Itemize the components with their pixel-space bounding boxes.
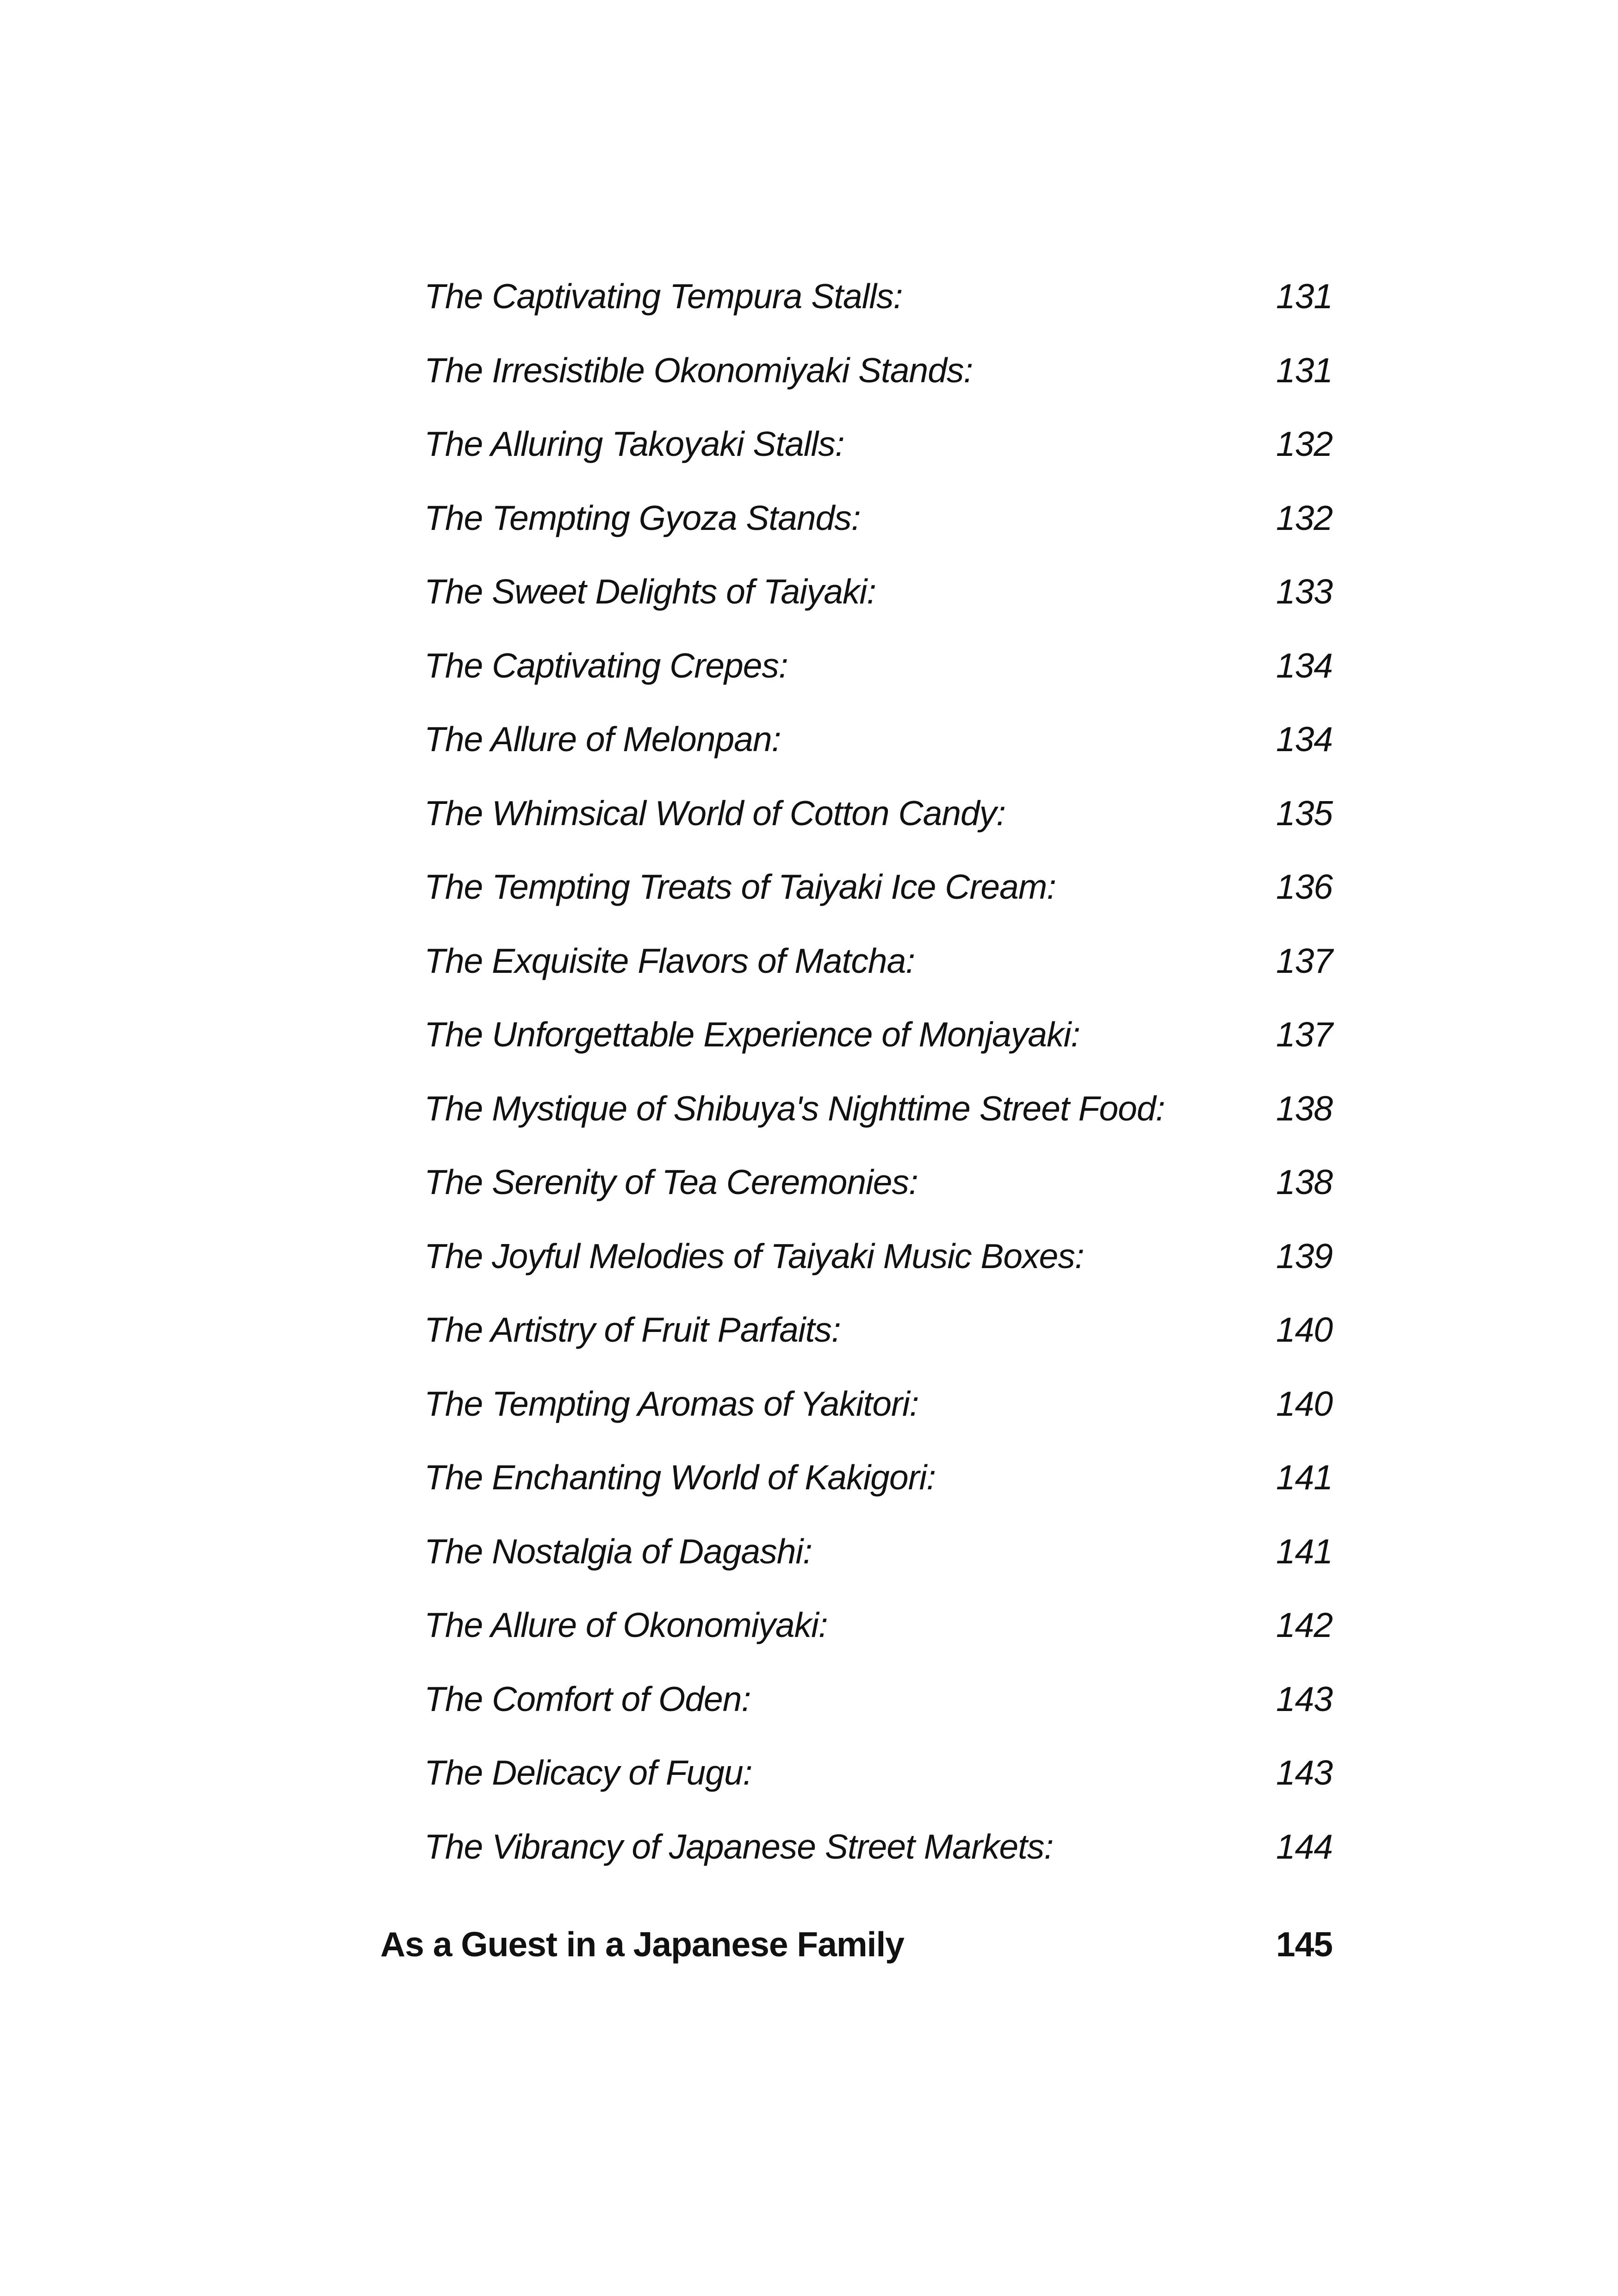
- toc-entry-page-number: 141: [1276, 1532, 1333, 1571]
- toc-entry-title: The Artistry of Fruit Parfaits:: [424, 1310, 841, 1349]
- toc-entry[interactable]: [0, 1302, 1618, 1357]
- toc-entry-title: The Unforgettable Experience of Monjayaki:: [424, 1015, 1080, 1054]
- toc-entry-title: The Mystique of Shibuya's Nighttime Street Food:: [424, 1089, 1165, 1128]
- toc-entry[interactable]: [0, 1450, 1618, 1505]
- toc-entry-page-number: 141: [1276, 1458, 1333, 1497]
- toc-chapter-title: As a Guest in a Japanese Family: [380, 1925, 905, 1964]
- toc-entry-page-number: 135: [1276, 794, 1333, 833]
- toc-entry[interactable]: [0, 1081, 1618, 1136]
- toc-entry-title: The Comfort of Oden:: [424, 1680, 751, 1718]
- toc-entry-title: The Whimsical World of Cotton Candy:: [424, 794, 1006, 833]
- toc-entry-page-number: 137: [1276, 941, 1333, 980]
- toc-entry[interactable]: [0, 1007, 1618, 1062]
- toc-entry-page-number: 143: [1276, 1753, 1333, 1792]
- toc-entry[interactable]: [0, 859, 1618, 915]
- toc-entry-page-number: 138: [1276, 1089, 1333, 1128]
- toc-entry-title: The Allure of Melonpan:: [424, 720, 781, 759]
- toc-entry-title: The Captivating Crepes:: [424, 646, 788, 685]
- toc-entry[interactable]: [0, 638, 1618, 693]
- toc-entry[interactable]: [0, 933, 1618, 989]
- toc-entry-title: The Delicacy of Fugu:: [424, 1753, 752, 1792]
- toc-entry-page-number: 137: [1276, 1015, 1333, 1054]
- toc-entry-page-number: 144: [1276, 1827, 1333, 1866]
- toc-entry-title: The Irresistible Okonomiyaki Stands:: [424, 351, 973, 390]
- toc-entry-title: The Tempting Gyoza Stands:: [424, 498, 861, 537]
- toc-entry-title: The Tempting Aromas of Yakitori:: [424, 1384, 919, 1423]
- toc-entry-page-number: 132: [1276, 498, 1333, 537]
- toc-entry-page-number: 131: [1276, 351, 1333, 390]
- toc-entry[interactable]: [0, 1597, 1618, 1653]
- toc-entry[interactable]: [0, 1819, 1618, 1874]
- toc-entry-title: The Captivating Tempura Stalls:: [424, 277, 903, 316]
- toc-entry-title: The Enchanting World of Kakigori:: [424, 1458, 936, 1497]
- toc-entry[interactable]: [0, 416, 1618, 472]
- toc-entry[interactable]: [0, 1745, 1618, 1800]
- toc-entry-page-number: 134: [1276, 720, 1333, 759]
- toc-entry-page-number: 132: [1276, 424, 1333, 463]
- toc-chapter-entry[interactable]: [0, 1916, 1618, 1972]
- toc-entry[interactable]: [0, 1524, 1618, 1579]
- toc-entry-title: The Nostalgia of Dagashi:: [424, 1532, 812, 1571]
- toc-entry-title: The Exquisite Flavors of Matcha:: [424, 941, 915, 980]
- toc-entry[interactable]: [0, 1154, 1618, 1210]
- toc-entry[interactable]: [0, 564, 1618, 619]
- toc-entry-title: The Sweet Delights of Taiyaki:: [424, 572, 876, 611]
- toc-entry-title: The Tempting Treats of Taiyaki Ice Cream:: [424, 867, 1056, 906]
- toc-entry-title: The Allure of Okonomiyaki:: [424, 1605, 828, 1644]
- toc-entry-page-number: 138: [1276, 1163, 1333, 1201]
- toc-entry-page-number: 142: [1276, 1605, 1333, 1644]
- toc-entry[interactable]: [0, 1228, 1618, 1284]
- toc-entry-title: The Joyful Melodies of Taiyaki Music Boxes:: [424, 1237, 1084, 1276]
- toc-entry-page-number: 139: [1276, 1237, 1333, 1276]
- toc-entry-title: The Serenity of Tea Ceremonies:: [424, 1163, 918, 1201]
- toc-entry[interactable]: [0, 1376, 1618, 1431]
- toc-entry-page-number: 134: [1276, 646, 1333, 685]
- toc-entry-page-number: 143: [1276, 1680, 1333, 1718]
- toc-entry-page-number: 140: [1276, 1384, 1333, 1423]
- toc-entry-title: The Alluring Takoyaki Stalls:: [424, 424, 844, 463]
- toc-entry-page-number: 136: [1276, 867, 1333, 906]
- toc-entry[interactable]: [0, 342, 1618, 398]
- toc-entry-page-number: 131: [1276, 277, 1333, 316]
- toc-entry-title: The Vibrancy of Japanese Street Markets:: [424, 1827, 1054, 1866]
- toc-entry[interactable]: [0, 490, 1618, 546]
- toc-entry-page-number: 140: [1276, 1310, 1333, 1349]
- toc-entry[interactable]: [0, 711, 1618, 767]
- toc-entry-page-number: 133: [1276, 572, 1333, 611]
- toc-entry[interactable]: [0, 1671, 1618, 1727]
- toc-entry[interactable]: [0, 785, 1618, 841]
- toc-chapter-page-number: 145: [1276, 1925, 1333, 1964]
- toc-entry[interactable]: [0, 268, 1618, 324]
